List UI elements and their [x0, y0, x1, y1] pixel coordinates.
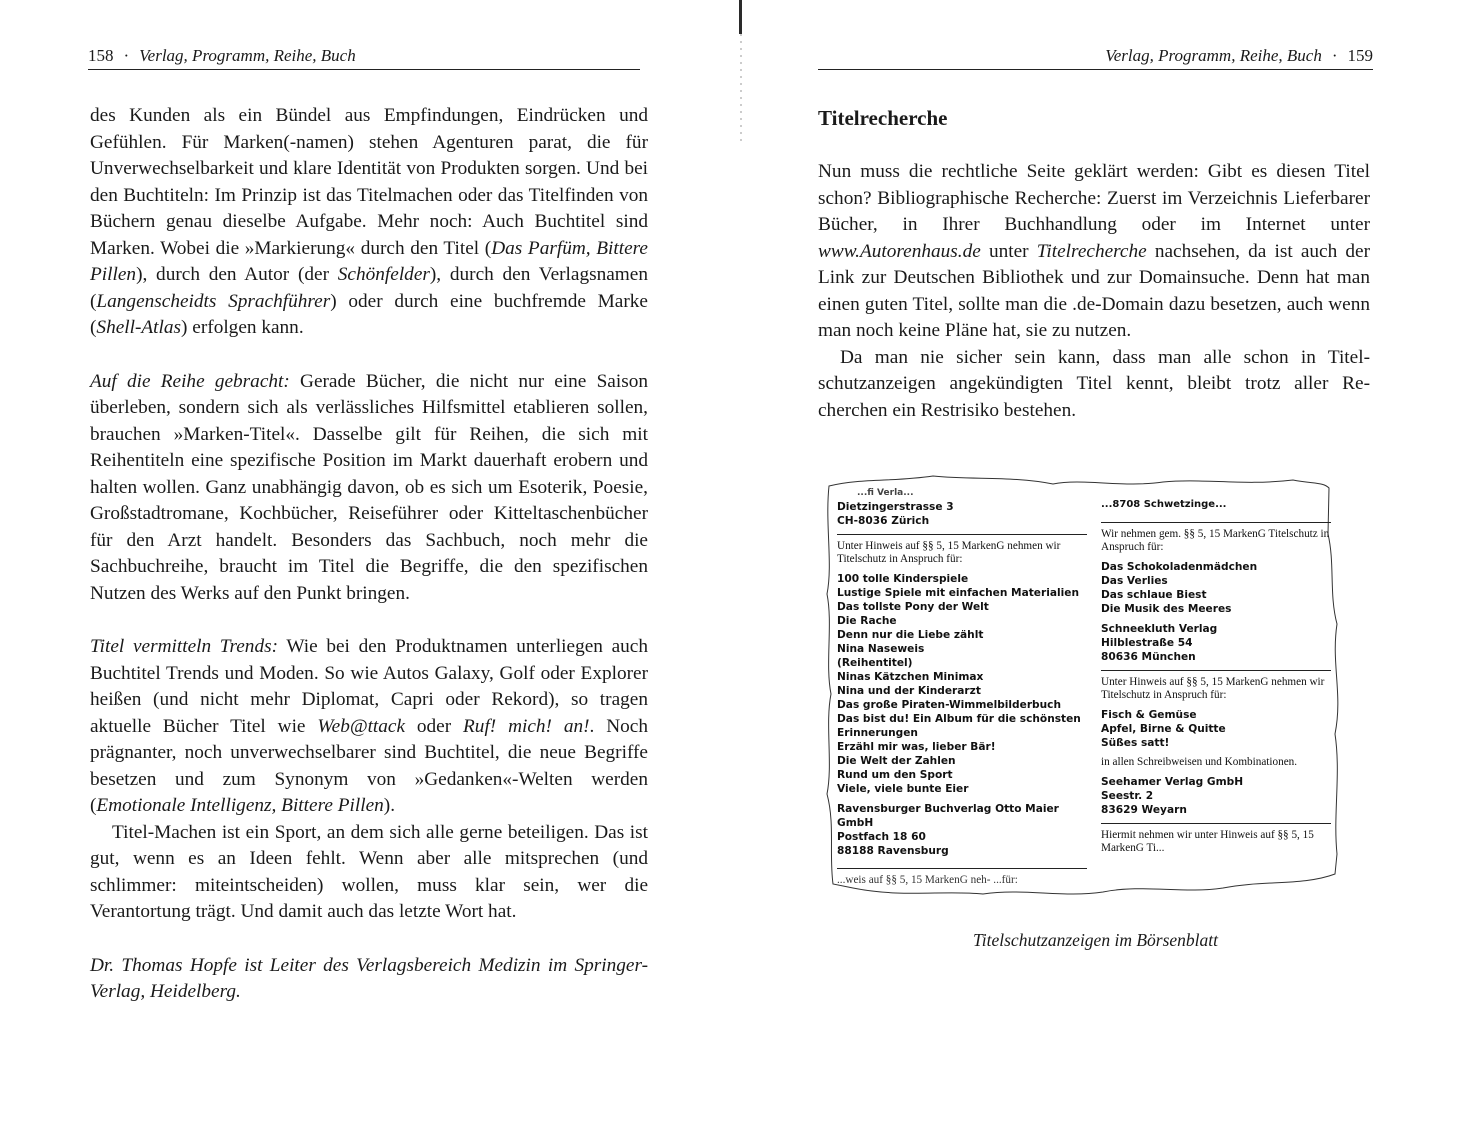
italic-text: www.Autorenhaus.de	[818, 240, 981, 262]
text-run: des Kunden als ein Bündel aus Empfindungen, Eindrücken und Gefühlen. Für Marken(-namen) stehen Agenturen parat, die für Unverwechselbarkeit und klare Identität von Produkten sorgen. Und bei den Buchtiteln: Im Prinzip ist das Titelmachen oder das Titelfinden von Büchern genau dieselbe Aufgabe. Mehr noch: Auch Buchtitel sind Marken. Wobei die »Markierung« durch den Titel (	[90, 105, 648, 259]
text-run: Wie bei den Produktnamen unterliegen auch Buchtitel Trends und Moden. So wie Autos Galaxy, Golf oder Explorer heißen (und nicht mehr Diplomat, Capri oder Rekord), so tragen aktuelle Bücher Titel wie	[90, 636, 648, 737]
protected-titles-list	[1101, 708, 1331, 750]
clipping-line: Schneekluth Verlag	[1101, 623, 1218, 635]
protected-titles-list	[1101, 560, 1331, 616]
text-run: ) erfolgen kann.	[181, 317, 304, 338]
clipping-line: 100 tolle Kinderspiele	[837, 573, 969, 585]
italic-text: Langenscheidts Sprachführer	[96, 290, 331, 312]
clipping-right-column	[1101, 486, 1331, 855]
paragraph-gap	[90, 342, 648, 369]
paragraph	[90, 820, 648, 926]
text-run: unter	[980, 240, 1037, 262]
text-run: Titel-Machen ist ein Sport, an dem sich alle gerne beteiligen. Das ist gut, wenn es an Ideen fehlt. Wenn aber alle mitsprechen (und schlimmer: miteintscheiden) wollen, muss klar sein, wer die Verantortung trägt. Und damit auch das letzte Wort hat.	[90, 821, 648, 922]
clipping-line: Das große Piraten-Wimmelbilderbuch	[837, 699, 1061, 711]
running-head-right	[818, 44, 1373, 70]
text-run: ) oder durch eine buchfremde Marke (	[90, 290, 648, 338]
publisher-address	[1101, 775, 1331, 817]
paragraph	[818, 345, 1370, 425]
italic-text: Emotionale Intelligenz, Bittere Pillen	[96, 795, 384, 816]
left-body-text	[90, 103, 648, 1006]
running-head-separator: ·	[123, 46, 130, 65]
publisher-address	[837, 802, 1087, 858]
paragraph	[90, 953, 648, 1006]
clipping-line: 83629 Weyarn	[1101, 804, 1187, 816]
paragraph	[90, 369, 648, 608]
address-line: CH-8036 Zürich	[837, 515, 930, 527]
clipping-line: Lustige Spiele mit einfachen Materialien	[837, 587, 1079, 599]
clipping-line: Die Rache	[837, 615, 897, 627]
publisher-address	[1101, 622, 1331, 664]
italic-text: Web@ttack	[317, 715, 406, 737]
italic-text: Titelrecherche	[1036, 240, 1147, 262]
clipping-line: Die Welt der Zahlen	[837, 755, 956, 767]
figure-caption: Titelschutzanzeigen im Börsenblatt	[973, 930, 1218, 950]
paragraph	[818, 159, 1370, 345]
text-run: ), durch den Autor (der	[136, 264, 338, 285]
italic-text: Titel vermitteln Trends:	[90, 636, 279, 657]
clipping-line: Seestr. 2	[1101, 790, 1154, 802]
italic-text: Ruf! mich! an!	[463, 715, 590, 737]
running-head-separator: ·	[1331, 46, 1338, 65]
text-run: ).	[383, 795, 396, 816]
clipping-line: Postfach 18 60	[837, 831, 926, 843]
clipping-line: Das schlaue Biest	[1101, 589, 1207, 601]
clipping-line: Fisch & Gemüse	[1101, 709, 1197, 721]
divider-rule	[837, 534, 1087, 535]
clipping-line: Viele, viele bunte Eier	[837, 783, 969, 795]
paragraph	[90, 634, 648, 820]
page-number: 159	[1347, 46, 1373, 65]
clipping-line: Die Musik des Meeres	[1101, 603, 1232, 615]
clipping-line: Ravensburger Buchverlag Otto Maier GmbH	[837, 803, 1059, 829]
clipping-line: Das tollste Pony der Welt	[837, 601, 989, 613]
title-protection-clipping	[823, 474, 1343, 910]
clipping-line: Das bist du! Ein Album für die schönsten Erinnerungen	[837, 713, 1081, 739]
section-title: Titelrecherche	[818, 106, 948, 130]
clipping-line: Rund um den Sport	[837, 769, 953, 781]
running-title: Verlag, Programm, Reihe, Buch	[139, 46, 356, 65]
italic-text: Dr. Thomas Hopfe ist Leiter des Verlagsbereich Medizin im Springer-Verlag, Heidelberg.	[90, 954, 648, 1002]
advertiser-address	[837, 500, 1087, 528]
legal-notice: Unter Hinweis auf §§ 5, 15 MarkenG nehmen wir Titelschutz in Anspruch für:	[1101, 676, 1325, 701]
running-head-left	[88, 44, 640, 70]
clipping-line: Ninas Kätzchen Minimax	[837, 671, 984, 683]
legal-notice: Unter Hinweis auf §§ 5, 15 MarkenG nehmen wir Titelschutz in Anspruch für:	[837, 540, 1061, 565]
clipping-line: Nina und der Kinderarzt	[837, 685, 981, 697]
paragraph	[90, 103, 648, 342]
running-title: Verlag, Programm, Reihe, Buch	[1105, 46, 1322, 65]
clipping-line: (Reihentitel)	[837, 657, 913, 669]
text-run: Gerade Bücher, die nicht nur eine Saison überleben, sondern sich als verlässliches Hilfsmittel etablieren sollen, brauchen »Marken-Titel«. Dasselbe gilt für Reihen, die sich mit Reihentiteln eine spezifische Position im Markt dauerhaft erobern und halten wollen. Ganz unabhängig davon, ob es sich um Esoterik, Poesie, Großstadtromane, Kochbücher, Reiseführer oder Kitteltaschenbücher für den Arzt handelt. Besonders das Sachbuch, noch mehr die Sachbuchreihe, braucht im Titel die Begriffe, die den spezifischen Nutzen des Werks auf den Punkt bringen.	[90, 370, 648, 604]
spelling-note: in allen Schreibweisen und Kombinationen.	[1101, 756, 1298, 768]
torn-header-text: ...fi Verla...	[857, 488, 914, 498]
clipping-line: Das Verlies	[1101, 575, 1168, 587]
clipping-line: Nina Naseweis	[837, 643, 925, 655]
clipping-line: Süßes satt!	[1101, 737, 1170, 749]
divider-rule	[1101, 522, 1331, 523]
text-run: Nun muss die rechtliche Seite geklärt werden: Gibt es diesen Titel schon? Bibliographische Recherche: Zuerst im Verzeichnis Lieferbarer Bücher, in Ihrer Buchhandlung oder im Internet unter	[818, 161, 1370, 235]
clipping-line: Erzähl mir was, lieber Bär!	[837, 741, 996, 753]
legal-notice: Wir nehmen gem. §§ 5, 15 MarkenG Titelschutz in Anspruch für:	[1101, 528, 1330, 553]
text-run: . Noch prägnanter, noch unverwechselbarer sind Buchtitel, die neue Begriffe besetzen und zum Synonym von »Gedanken«-Welten werden (	[90, 715, 648, 816]
right-page	[737, 0, 1474, 1128]
divider-rule	[837, 868, 1087, 869]
right-body-text	[818, 159, 1370, 424]
text-run: Da man nie sicher sein kann, dass man alle schon in Titelschutzanzeigen angekündigten Titel kennt, bleibt trotz aller Recherchen ein Restrisiko bestehen.	[818, 346, 1370, 421]
paragraph-gap	[90, 926, 648, 953]
clipping-line: 88188 Ravensburg	[837, 845, 949, 857]
divider-rule	[1101, 823, 1331, 824]
clipping-line: Hilblestraße 54	[1101, 637, 1193, 649]
divider-rule	[1101, 670, 1331, 671]
clipping-left-column	[837, 486, 1087, 887]
torn-header-text: ...8708 Schwetzinge...	[1101, 499, 1227, 510]
text-run: nachsehen, da ist auch der Link zur Deutschen Bibliothek und zur Domainsuche. Denn hat man einen guten Titel, sollte man die .de-Domain dazu besetzen, auch wenn man noch keine Pläne hat, sie zu nutzen.	[818, 240, 1370, 341]
italic-text: Shell-Atlas	[96, 317, 182, 338]
protected-titles-list	[837, 572, 1087, 796]
torn-footer-text: ...weis auf §§ 5, 15 MarkenG neh- ...für:	[837, 874, 1018, 886]
clipping-line: Seehamer Verlag GmbH	[1101, 776, 1244, 788]
page-number: 158	[88, 46, 114, 65]
address-line: Dietzingerstrasse 3	[837, 501, 954, 513]
italic-text: Das Parfüm, Bittere Pillen	[90, 237, 648, 285]
text-run: ), durch den Verlagsnamen (	[90, 264, 649, 312]
paragraph-gap	[90, 607, 648, 634]
italic-text: Auf die Reihe gebracht:	[90, 370, 290, 392]
italic-text: Schönfelder	[337, 264, 430, 285]
clipping-line: Apfel, Birne & Quitte	[1101, 723, 1226, 735]
torn-footer-text: Hiermit nehmen wir unter Hinweis auf §§ 5, 15 MarkenG Ti...	[1101, 829, 1314, 854]
clipping-line: Das Schokoladenmädchen	[1101, 561, 1258, 573]
clipping-line: Denn nur die Liebe zählt	[837, 629, 984, 641]
text-run: oder	[405, 715, 464, 737]
clipping-line: 80636 München	[1101, 651, 1196, 663]
